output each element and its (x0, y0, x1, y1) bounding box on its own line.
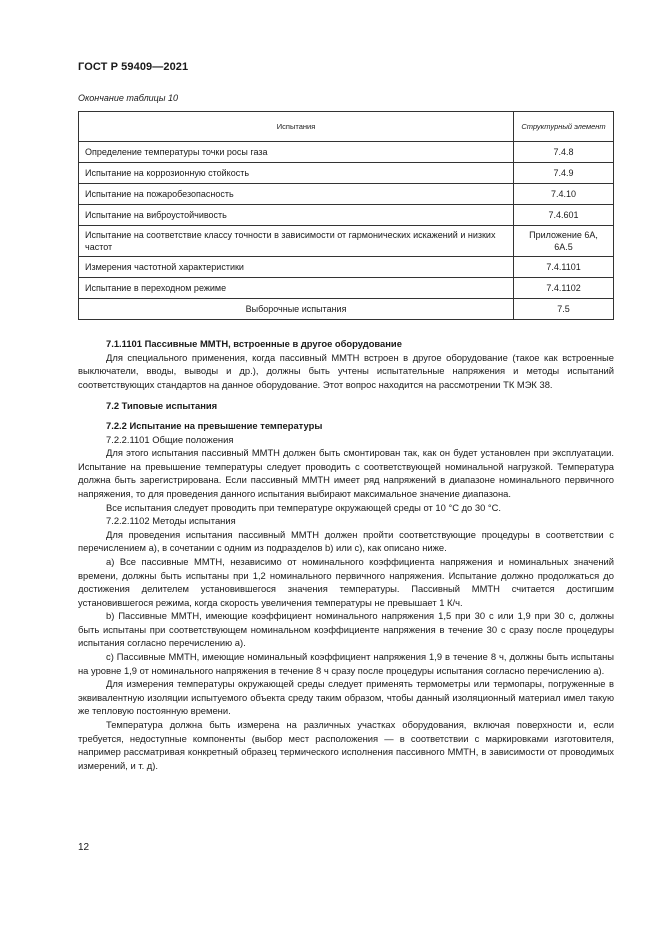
cell-element: 7.5 (514, 299, 614, 320)
cell-test: Измерения частотной характеристики (79, 257, 514, 278)
cell-test: Определение температуры точки росы газа (79, 142, 514, 163)
paragraph: Температура должна быть измерена на различных участках оборудования, включая поверхности и, если требуется, недоступные компоненты (выбор мест расположения — в соответствии с маркировками изготовителя, например рассматривая конкретный образец термического исполнения пассивного ММТН, в зависимости от проводимых измерений, и т. д). (78, 719, 614, 771)
cell-element: Приложение 6А, 6А.5 (514, 226, 614, 257)
cell-test: Испытание на пожаробезопасность (79, 184, 514, 205)
column-header-test: Испытания (79, 112, 514, 142)
cell-element: 7.4.9 (514, 163, 614, 184)
cell-element: 7.4.601 (514, 205, 614, 226)
cell-test: Испытание в переходном режиме (79, 278, 514, 299)
cell-test: Испытание на соответствие классу точности в зависимости от гармонических искажений и низких частот (79, 226, 514, 257)
subsection-heading-7-2-2-1102: 7.2.2.1102 Методы испытания (106, 515, 236, 527)
paragraph: Для этого испытания пассивный ММТН должен быть смонтирован так, как он будет установлен при эксплуатации. Испытание на превышение температуры следует проводить с соответствующей номинальной нагрузкой. Температура должна быть зарегистрирована. Если пассивный ММТН имеет ряд напряжений в диапазоне номинального первичного напряжения, то для проведения данного испытания выбирают максимальное значение диапазона. (78, 447, 614, 499)
paragraph: Для специального применения, когда пассивный ММТН встроен в другое оборудование (такое как встроенные выключатели, вводы, выводы и др.), должны быть учтены испытательные напряжения и методы испытаний соответствующих стандартов на данное оборудование. Этот вопрос находится на рассмотрении ТК МЭК 38. (78, 351, 614, 390)
subsection-heading-7-2-2-1101: 7.2.2.1101 Общие положения (106, 433, 234, 445)
table-row (79, 226, 614, 257)
cell-element: 7.4.8 (514, 142, 614, 163)
table-row (79, 257, 614, 278)
tests-table (78, 111, 614, 320)
cell-test: Выборочные испытания (79, 299, 514, 320)
cell-element: 7.4.1101 (514, 257, 614, 278)
list-item-b: b) Пассивные ММТН, имеющие коэффициент номинального напряжения 1,5 при 30 с или 1,9 при 30 с, должны быть испытаны при соответствующем номинальном коэффициенте напряжения в течение 30 с сразу после процедуры испытания согласно перечислению а). (78, 610, 614, 649)
table-row (79, 299, 614, 320)
section-heading-7-2: 7.2 Типовые испытания (106, 400, 218, 412)
column-header-element: Структурный элемент (514, 112, 614, 142)
body-text (78, 337, 614, 772)
cell-element: 7.4.10 (514, 184, 614, 205)
table-caption: Окончание таблицы 10 (78, 93, 178, 103)
paragraph: Все испытания следует проводить при температуре окружающей среды от 10 °С до 30 °С. (106, 501, 502, 513)
paragraph: Для проведения испытания пассивный ММТН должен пройти соответствующие процедуры в соответствии с перечислением а), в сочетании с одним из подразделов b) или c), как описано ниже. (78, 528, 614, 554)
table-header-row (79, 112, 614, 142)
table-row (79, 163, 614, 184)
list-item-a: а) Все пассивные ММТН, независимо от номинального коэффициента напряжения и номинальных значений времени, должны быть испытаны при 1,2 номинального первичного напряжения. Испытание должно продолжаться до достижения делителем установившегося значения температуры. Пассивный ММТН считается достигшим установившегося режима, когда скорость увеличения температуры не превышает 1 К/ч. (78, 555, 614, 608)
table-row (79, 278, 614, 299)
section-heading-7-1-1101: 7.1.1101 Пассивные ММТН, встроенные в другое оборудование (106, 338, 402, 349)
document-id: ГОСТ Р 59409—2021 (78, 61, 189, 73)
list-item-c: c) Пассивные ММТН, имеющие номинальный коэффициент напряжения 1,9 в течение 8 ч, должны быть испытаны на уровне 1,9 от номинального напряжения в течение 8 ч сразу после процедуры испытания согласно перечислению а). (78, 651, 614, 676)
cell-test: Испытание на коррозионную стойкость (79, 163, 514, 184)
section-heading-7-2-2: 7.2.2 Испытание на превышение температуры (106, 419, 323, 431)
cell-test: Испытание на виброустойчивость (79, 205, 514, 226)
paragraph: Для измерения температуры окружающей среды следует применять термометры или термопары, погруженные в эквивалентную изоляции испытуемого объекта среду таким образом, чтобы данный изоляционный материал имел такую же тепловую постоянную времени. (78, 678, 614, 717)
table-row (79, 205, 614, 226)
cell-element: 7.4.1102 (514, 278, 614, 299)
page-number: 12 (78, 842, 90, 853)
table-row (79, 142, 614, 163)
table-row (79, 184, 614, 205)
